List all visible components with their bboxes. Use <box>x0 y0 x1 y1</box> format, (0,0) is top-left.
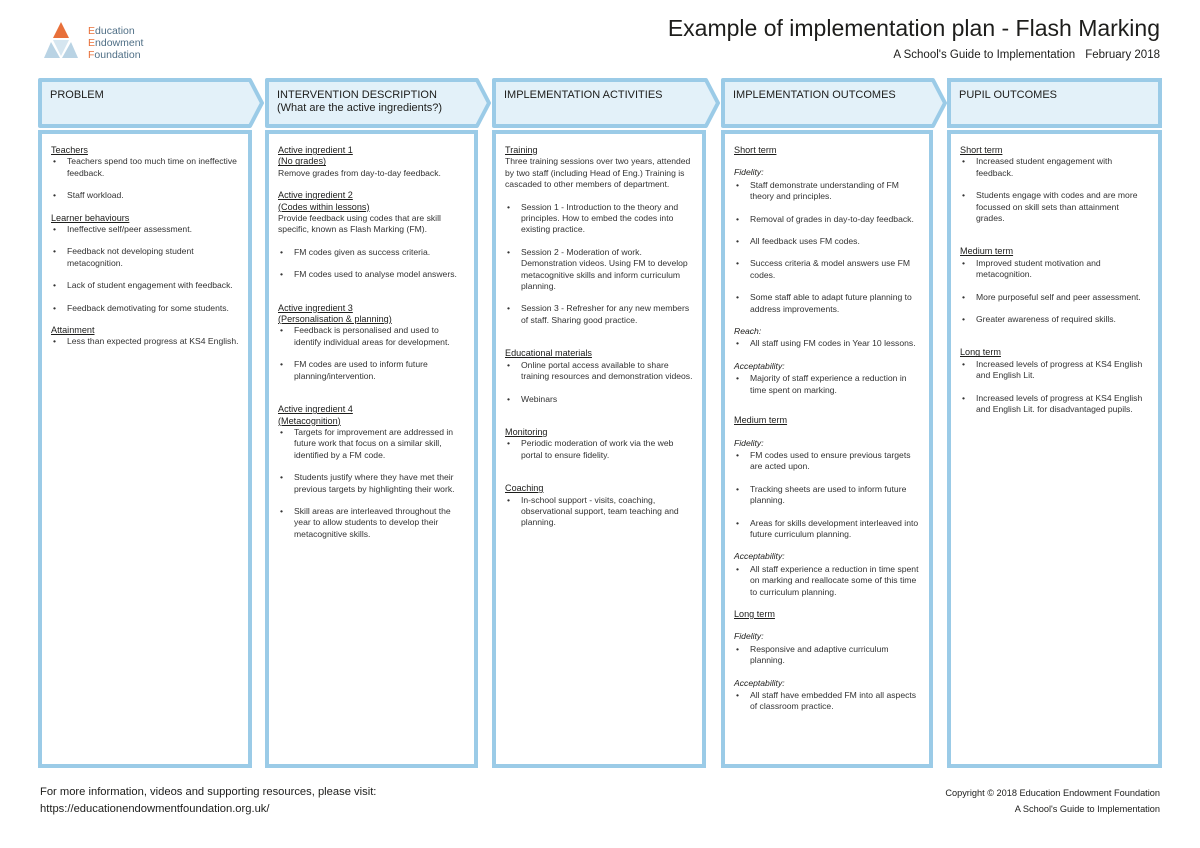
list-item: • All staff using FM codes in Year 10 lessons. <box>734 338 920 349</box>
list-item: • Areas for skills development interleaved into future curriculum planning. <box>734 518 920 541</box>
list-item: • Feedback is personalised and used to identify individual areas for development. <box>278 325 465 348</box>
list-item: • Removal of grades in day-to-day feedback. <box>734 214 920 225</box>
bullet-list <box>734 180 920 315</box>
list-item: • Success criteria & model answers use FM codes. <box>734 258 920 281</box>
section-heading: Coaching <box>505 483 544 494</box>
footer-info <box>40 784 376 818</box>
section-heading: Learner behaviours <box>51 212 130 223</box>
list-item: • Staff demonstrate understanding of FM theory and principles. <box>734 180 920 203</box>
bullet-list <box>960 258 1149 326</box>
list-item: • Tracking sheets are used to inform future planning. <box>734 484 920 507</box>
list-item: • All feedback uses FM codes. <box>734 236 920 247</box>
header-outcomes: IMPLEMENTATION OUTCOMES <box>721 78 947 128</box>
list-item: • Session 3 - Refresher for any new members of staff. Sharing good practice. <box>505 303 693 326</box>
column-activities <box>492 130 706 768</box>
section-heading: Teachers <box>51 145 88 155</box>
footer-copyright <box>945 785 1160 817</box>
subheading: Reach: <box>734 326 762 337</box>
page-subtitle <box>893 49 1160 61</box>
bullet-list <box>734 564 920 598</box>
header-activities: IMPLEMENTATION ACTIVITIES <box>492 78 720 128</box>
column-intervention <box>265 130 478 768</box>
list-item: • Lack of student engagement with feedback. <box>51 280 239 291</box>
paragraph: Three training sessions over two years, attended by two staff (including Head of Eng.) Training is cascaded to other members of department. <box>505 156 691 190</box>
subheading: Acceptability: <box>734 360 785 371</box>
section-heading: Educational materials <box>505 348 592 359</box>
eef-logo-text: Education Endowment Foundation <box>88 25 144 61</box>
footer-guide-text: A School's Guide to Implementation <box>1014 804 1160 814</box>
bullet-list <box>960 156 1149 224</box>
list-item: • In-school support - visits, coaching, observational support, team teaching and planning. <box>505 495 693 529</box>
list-item: • FM codes are used to inform future planning/intervention. <box>278 359 465 382</box>
list-item: • Skill areas are interleaved throughout the year to allow students to develop their metacognitive skills. <box>278 506 465 540</box>
section-heading: Training <box>505 145 538 155</box>
list-item: • Greater awareness of required skills. <box>960 314 1149 325</box>
list-item: • Session 1 - Introduction to the theory and principles. How to embed the codes into existing practice. <box>505 202 693 236</box>
subheading: Fidelity: <box>734 631 764 642</box>
paragraph: Provide feedback using codes that are skill specific, known as Flash Marking (FM). <box>278 213 441 235</box>
paragraph: Remove grades from day-to-day feedback. <box>278 167 441 178</box>
list-item: • More purposeful self and peer assessment. <box>960 292 1149 303</box>
list-item: • FM codes used to analyse model answers. <box>278 269 465 280</box>
bullet-list <box>505 438 693 461</box>
bullet-list <box>51 336 239 347</box>
footer-info-text: For more information, videos and supporting resources, please visit: <box>40 786 377 798</box>
bullet-list <box>734 450 920 540</box>
section-heading: Medium term <box>734 415 788 426</box>
list-item: • Increased student engagement with feedback. <box>960 156 1149 179</box>
list-item: • Students justify where they have met their previous targets by highlighting their work. <box>278 472 465 495</box>
list-item: • All staff experience a reduction in time spent on marking and reallocate some of this time to curriculum planning. <box>734 564 920 598</box>
list-item: • Targets for improvement are addressed in future work that focus on a similar skill, identified by a FM code. <box>278 427 465 461</box>
list-item: • Teachers spend too much time on ineffective feedback. <box>51 156 239 179</box>
bullet-list <box>278 247 465 281</box>
bullet-list <box>51 224 239 314</box>
column-problem <box>38 130 252 768</box>
list-item: • Feedback not developing student metacognition. <box>51 246 239 269</box>
copyright-text: Copyright © 2018 Education Endowment Foundation <box>945 788 1160 798</box>
footer-url-link[interactable]: https://educationendowmentfoundation.org.uk/ <box>40 803 270 815</box>
section-heading: Active ingredient 3 (Personalisation & planning) <box>278 302 392 325</box>
page-title: Example of implementation plan - Flash Marking <box>667 15 1160 41</box>
eef-logo-mark-icon <box>40 20 82 62</box>
section-heading: Active ingredient 2 (Codes within lessons) <box>278 190 370 212</box>
bullet-list <box>505 495 693 529</box>
column-outcomes <box>721 130 933 768</box>
list-item: • Staff workload. <box>51 190 239 201</box>
list-item: • Some staff able to adapt future planning to address improvements. <box>734 292 920 315</box>
subheading: Acceptability: <box>734 677 785 688</box>
section-heading: Medium term <box>960 246 1014 257</box>
list-item: • Webinars <box>505 394 693 405</box>
section-heading: Attainment <box>51 325 95 336</box>
list-item: • Feedback demotivating for some students. <box>51 303 239 314</box>
list-item: • Session 2 - Moderation of work. Demonstration videos. Using FM to develop metacognitive skills and inform curriculum planning. <box>505 247 693 293</box>
bullet-list <box>51 156 239 201</box>
list-item: • Ineffective self/peer assessment. <box>51 224 239 235</box>
section-heading: Monitoring <box>505 426 548 437</box>
subheading: Fidelity: <box>734 167 764 178</box>
eef-logo <box>40 20 200 64</box>
section-heading: Short term <box>734 145 777 155</box>
list-item: • Increased levels of progress at KS4 English and English Lit. for disadvantaged pupils. <box>960 393 1149 416</box>
list-item: • FM codes given as success criteria. <box>278 247 465 258</box>
list-item: • Students engage with codes and are more focussed on skill sets than attainment grades. <box>960 190 1149 224</box>
list-item: • Improved student motivation and metacognition. <box>960 258 1149 281</box>
list-item: • Less than expected progress at KS4 English. <box>51 336 239 347</box>
bullet-list <box>734 690 920 713</box>
list-item: • Periodic moderation of work via the web portal to ensure fidelity. <box>505 438 693 461</box>
section-heading: Short term <box>960 145 1003 155</box>
bullet-list <box>505 360 693 405</box>
section-heading: Long term <box>960 347 1001 358</box>
list-item: • Responsive and adaptive curriculum planning. <box>734 644 920 667</box>
list-item: • FM codes used to ensure previous targets are acted upon. <box>734 450 920 473</box>
bullet-list <box>734 338 920 349</box>
bullet-list <box>734 644 920 667</box>
section-heading: Active ingredient 4 (Metacognition) <box>278 404 353 426</box>
list-item: • Increased levels of progress at KS4 English and English Lit. <box>960 359 1149 382</box>
bullet-list <box>960 359 1149 416</box>
bullet-list <box>278 325 465 382</box>
bullet-list <box>278 427 465 540</box>
subtitle-date: February 2018 <box>1085 49 1160 61</box>
subheading: Acceptability: <box>734 551 785 562</box>
section-heading: Active ingredient 1 (No grades) <box>278 145 353 167</box>
header-problem: PROBLEM <box>38 78 264 128</box>
bullet-list <box>505 202 693 327</box>
column-pupil <box>947 130 1162 768</box>
list-item: • All staff have embedded FM into all aspects of classroom practice. <box>734 690 920 713</box>
bullet-list <box>734 373 920 396</box>
header-pupil: PUPIL OUTCOMES <box>947 78 1162 128</box>
list-item: • Online portal access available to share training resources and demonstration videos. <box>505 360 693 383</box>
subheading: Fidelity: <box>734 437 764 448</box>
list-item: • Majority of staff experience a reduction in time spent on marking. <box>734 373 920 396</box>
subtitle-guide: A School's Guide to Implementation <box>893 49 1076 61</box>
section-heading: Long term <box>734 608 775 619</box>
header-intervention: INTERVENTION DESCRIPTION (What are the active ingredients?) <box>265 78 491 128</box>
